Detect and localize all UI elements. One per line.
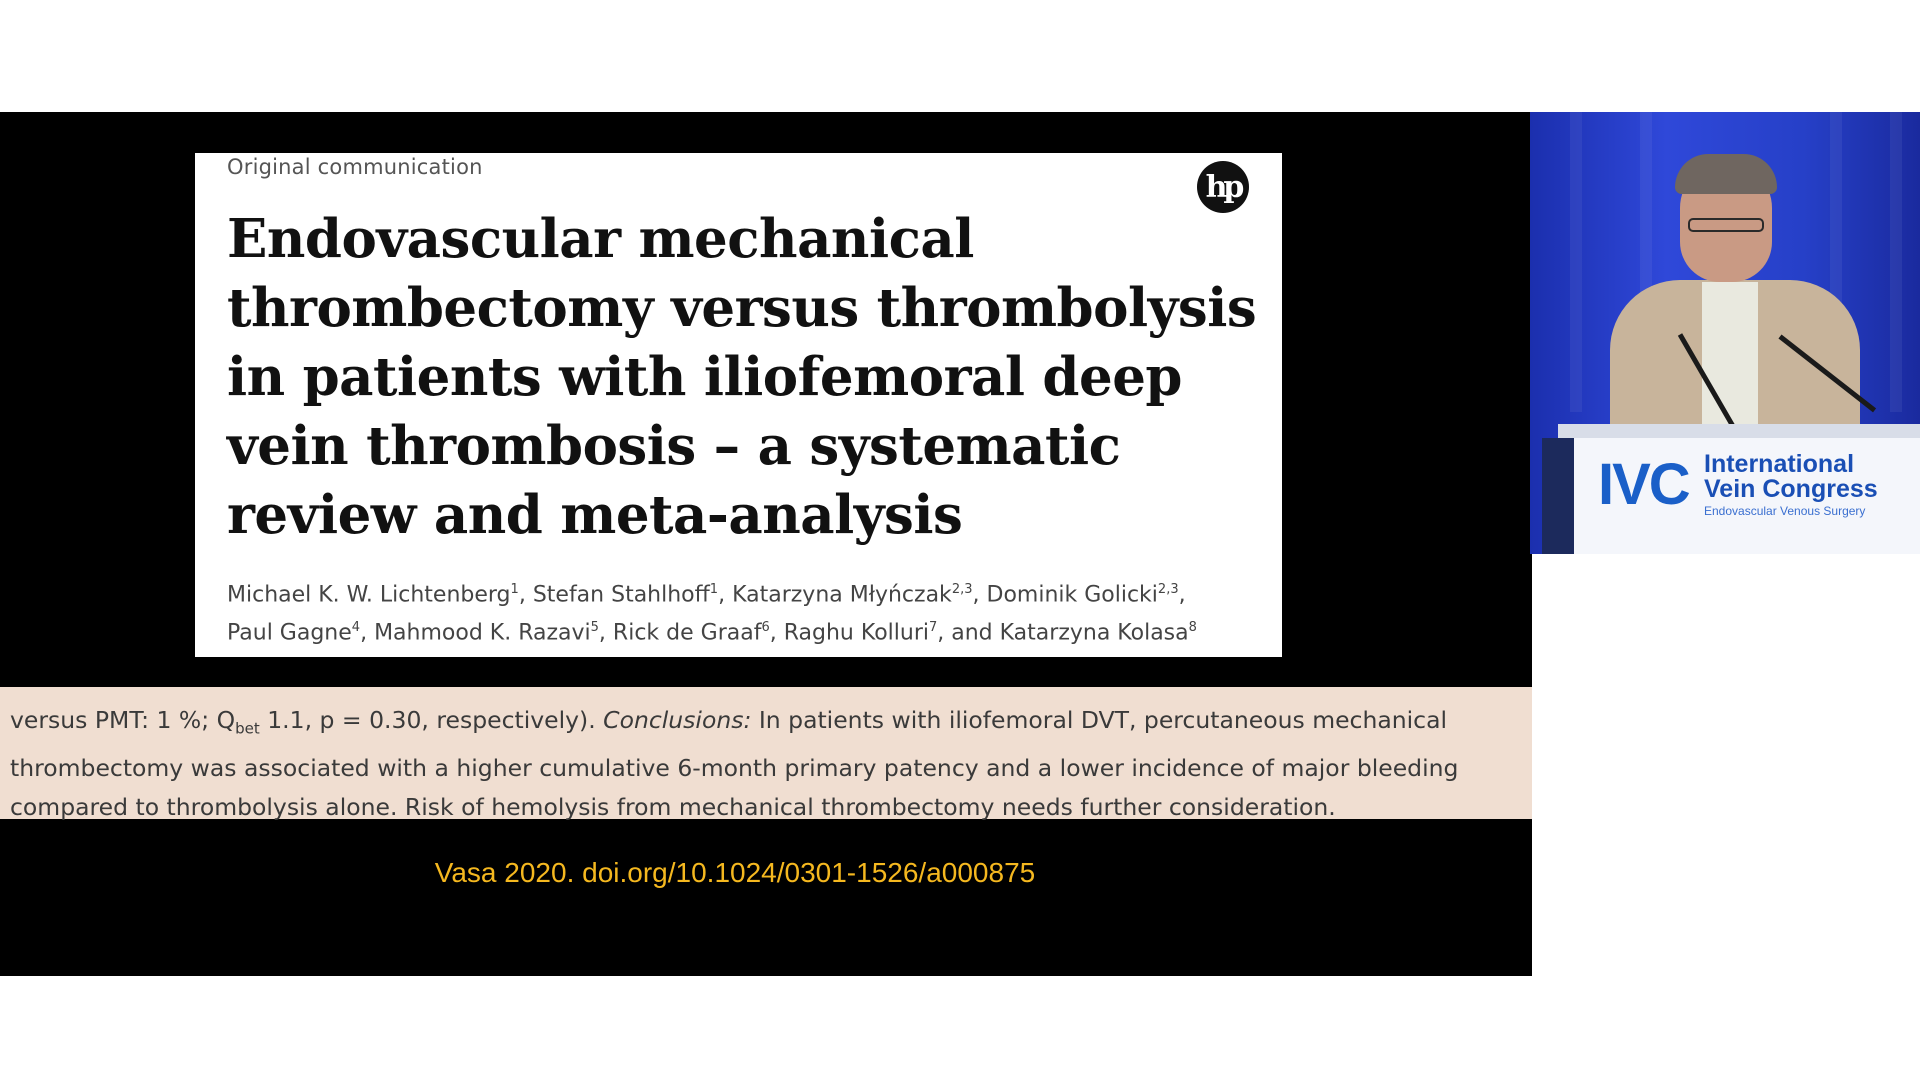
title-line: vein thrombosis – a systematic (227, 415, 1121, 477)
author-separator: , (718, 582, 733, 608)
abstract-text: 1.1, p = 0.30, respectively). (259, 706, 604, 734)
affiliation-number: 1 (709, 582, 719, 597)
abstract-text: versus PMT: 1 %; Q (10, 706, 236, 734)
abstract-text: In patients with iliofemoral DVT, percutaneous mechanical (751, 706, 1448, 734)
abstract-line (10, 701, 1518, 749)
presentation-slide (0, 112, 1532, 976)
title-line: in patients with iliofemoral deep (227, 346, 1182, 408)
author-separator: , (972, 582, 987, 608)
speaker-video-feed (1530, 112, 1920, 554)
author-separator: , and (937, 620, 1000, 646)
congress-subtitle: Endovascular Venous Surgery (1704, 504, 1866, 518)
author-name: Katarzyna Młyńczak (732, 582, 952, 608)
speaker-hair (1675, 154, 1777, 194)
author-name: Stefan Stahlhoff (532, 582, 710, 608)
stage-curtain (1890, 112, 1902, 412)
author-separator: , (769, 620, 784, 646)
author-name: Raghu Kolluri (783, 620, 929, 646)
stage-curtain (1570, 112, 1582, 412)
affiliation-number: 4 (351, 620, 361, 636)
abstract-line: compared to thrombolysis alone. Risk of hemolysis from mechanical thrombectomy needs further consideration. (10, 792, 1336, 821)
publisher-logo: hp (1197, 161, 1249, 213)
congress-name (1704, 452, 1919, 502)
article-type-label: Original communication (227, 155, 483, 179)
author-list (227, 573, 1267, 650)
author-name: Rick de Graaf (612, 620, 762, 646)
author-name: Dominik Golicki (986, 582, 1158, 608)
affiliation-number: 8 (1188, 620, 1197, 636)
abstract-line: thrombectomy was associated with a higher cumulative 6-month primary patency and a lower incidence of major bleeding (10, 753, 1459, 782)
speaker-glasses (1688, 218, 1764, 232)
title-line: review and meta-analysis (227, 484, 963, 546)
affiliation-number: 1 (510, 582, 519, 597)
podium-sign (1574, 438, 1920, 554)
author-name: Katarzyna Kolasa (999, 620, 1189, 646)
author-name: Mahmood K. Razavi (374, 620, 591, 646)
author-separator: , (360, 620, 375, 646)
affiliation-number: 2,3 (1157, 582, 1179, 597)
author-name: Paul Gagne (227, 620, 352, 646)
author-separator: , (518, 582, 533, 608)
title-line: Endovascular mechanical (227, 208, 974, 270)
congress-name-line: International (1704, 450, 1855, 478)
affiliation-number: 2,3 (951, 582, 973, 597)
paper-title (227, 205, 1257, 550)
author-line (227, 611, 1267, 649)
podium-top (1558, 424, 1920, 438)
ivc-logo: IVC (1598, 452, 1689, 517)
paper-header-card (195, 153, 1282, 657)
affiliation-number: 7 (928, 620, 938, 636)
author-line (227, 573, 1267, 611)
affiliation-number: 5 (590, 620, 599, 636)
abstract-excerpt (0, 687, 1532, 819)
conclusions-label: Conclusions: (603, 706, 752, 734)
citation-doi: Vasa 2020. doi.org/10.1024/0301-1526/a000875 (434, 857, 1036, 888)
title-line: thrombectomy versus thrombolysis (227, 277, 1257, 339)
subscript-text: bet (235, 719, 260, 738)
author-separator: , (598, 620, 613, 646)
podium-side (1542, 438, 1574, 554)
author-name: Michael K. W. Lichtenberg (227, 582, 511, 608)
congress-name-line: Vein Congress (1704, 475, 1878, 503)
affiliation-number: 6 (761, 620, 770, 636)
author-separator: , (1178, 582, 1186, 608)
